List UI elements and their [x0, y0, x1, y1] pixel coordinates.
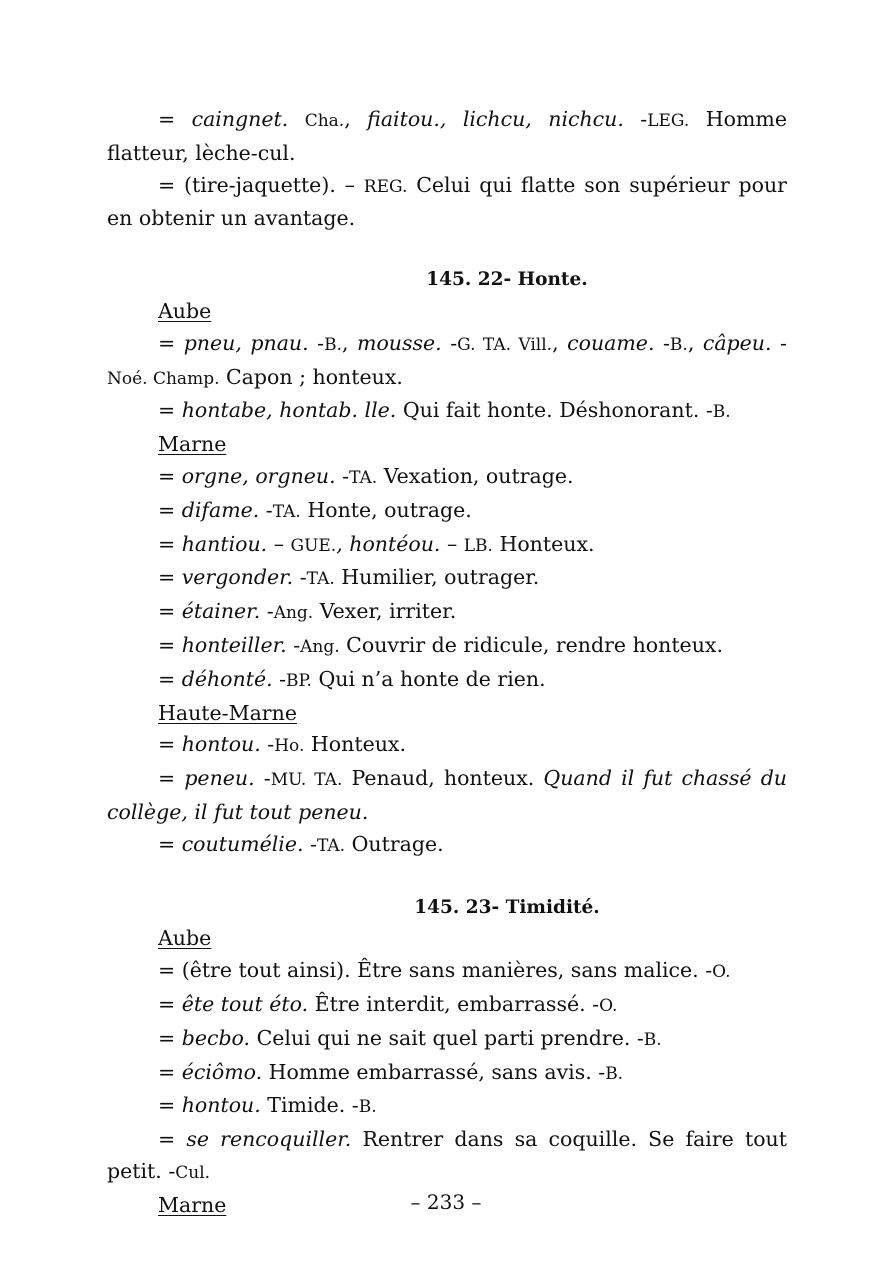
- entry-eciomo: = éciômo. Homme embarrassé, sans avis. -B.: [158, 1059, 624, 1084]
- entry-hontou-timide: = hontou. Timide. -B.: [158, 1093, 377, 1118]
- entry-pneu: = pneu, pnau. -B., mousse. -G. TA. Vill., couame. -B., câpeu. -Noé. Champ. Capon ; honteux.: [107, 330, 787, 389]
- entry-honteiller: = honteiller. -Ang. Couvrir de ridicule, rendre honteux.: [158, 632, 723, 657]
- entry-etainer: = étainer. -Ang. Vexer, irriter.: [158, 599, 457, 624]
- region-marne: Marne: [158, 1192, 227, 1217]
- entry-hontabe: = hontabe, hontab. lle. Qui fait honte. Déshonorant. -B.: [158, 398, 731, 423]
- entry-dehonte: = déhonté. -BP. Qui n’a honte de rien.: [158, 666, 546, 691]
- page-body: [107, 104, 787, 1222]
- entry-vergonder: = vergonder. -TA. Humilier, outrager.: [158, 565, 540, 590]
- entry-tire-jaquette: = (tire-jaquette). – REG. Celui qui flatte son supérieur pour en obtenir un avantage.: [107, 172, 787, 231]
- entry-difame: = difame. -TA. Honte, outrage.: [158, 497, 472, 522]
- entry-orgne: = orgne, orgneu. -TA. Vexation, outrage.: [158, 463, 574, 488]
- region-aube: Aube: [158, 926, 212, 951]
- region-haute-marne: Haute-Marne: [158, 700, 297, 725]
- region-marne: Marne: [158, 432, 227, 457]
- entry-hontou: = hontou. -Ho. Honteux.: [158, 732, 406, 757]
- entry-coutumelie: = coutumélie. -TA. Outrage.: [158, 831, 444, 856]
- section-heading-honte: 145. 22- Honte.: [426, 269, 588, 291]
- entry-hantiou: = hantiou. – GUE., hontéou. – LB. Honteux.: [158, 531, 595, 556]
- entry-ete-tout-eto: = ête tout éto. Être interdit, embarrassé. -O.: [158, 991, 618, 1016]
- region-aube: Aube: [158, 298, 212, 323]
- entry-caingnet: = caingnet. Cha., fiaitou., lichcu, nichcu. -LEG. Homme flatteur, lèche-cul.: [107, 107, 787, 165]
- entry-becbo: = becbo. Celui qui ne sait quel parti prendre. -B.: [158, 1025, 662, 1050]
- entry-peneu: = peneu. -MU. TA. Penaud, honteux. Quand il fut chassé du collège, il fut tout peneu.: [107, 766, 788, 824]
- entry-se-rencoquiller: = se rencoquiller. Rentrer dans sa coquille. Se faire tout petit. -Cul.: [107, 1127, 787, 1183]
- entry-etre-tout-ainsi: = (être tout ainsi). Être sans manières, sans malice. -O.: [158, 958, 731, 983]
- section-heading-timidite: 145. 23- Timidité.: [414, 896, 600, 918]
- page-number: – 233 –: [410, 1190, 482, 1214]
